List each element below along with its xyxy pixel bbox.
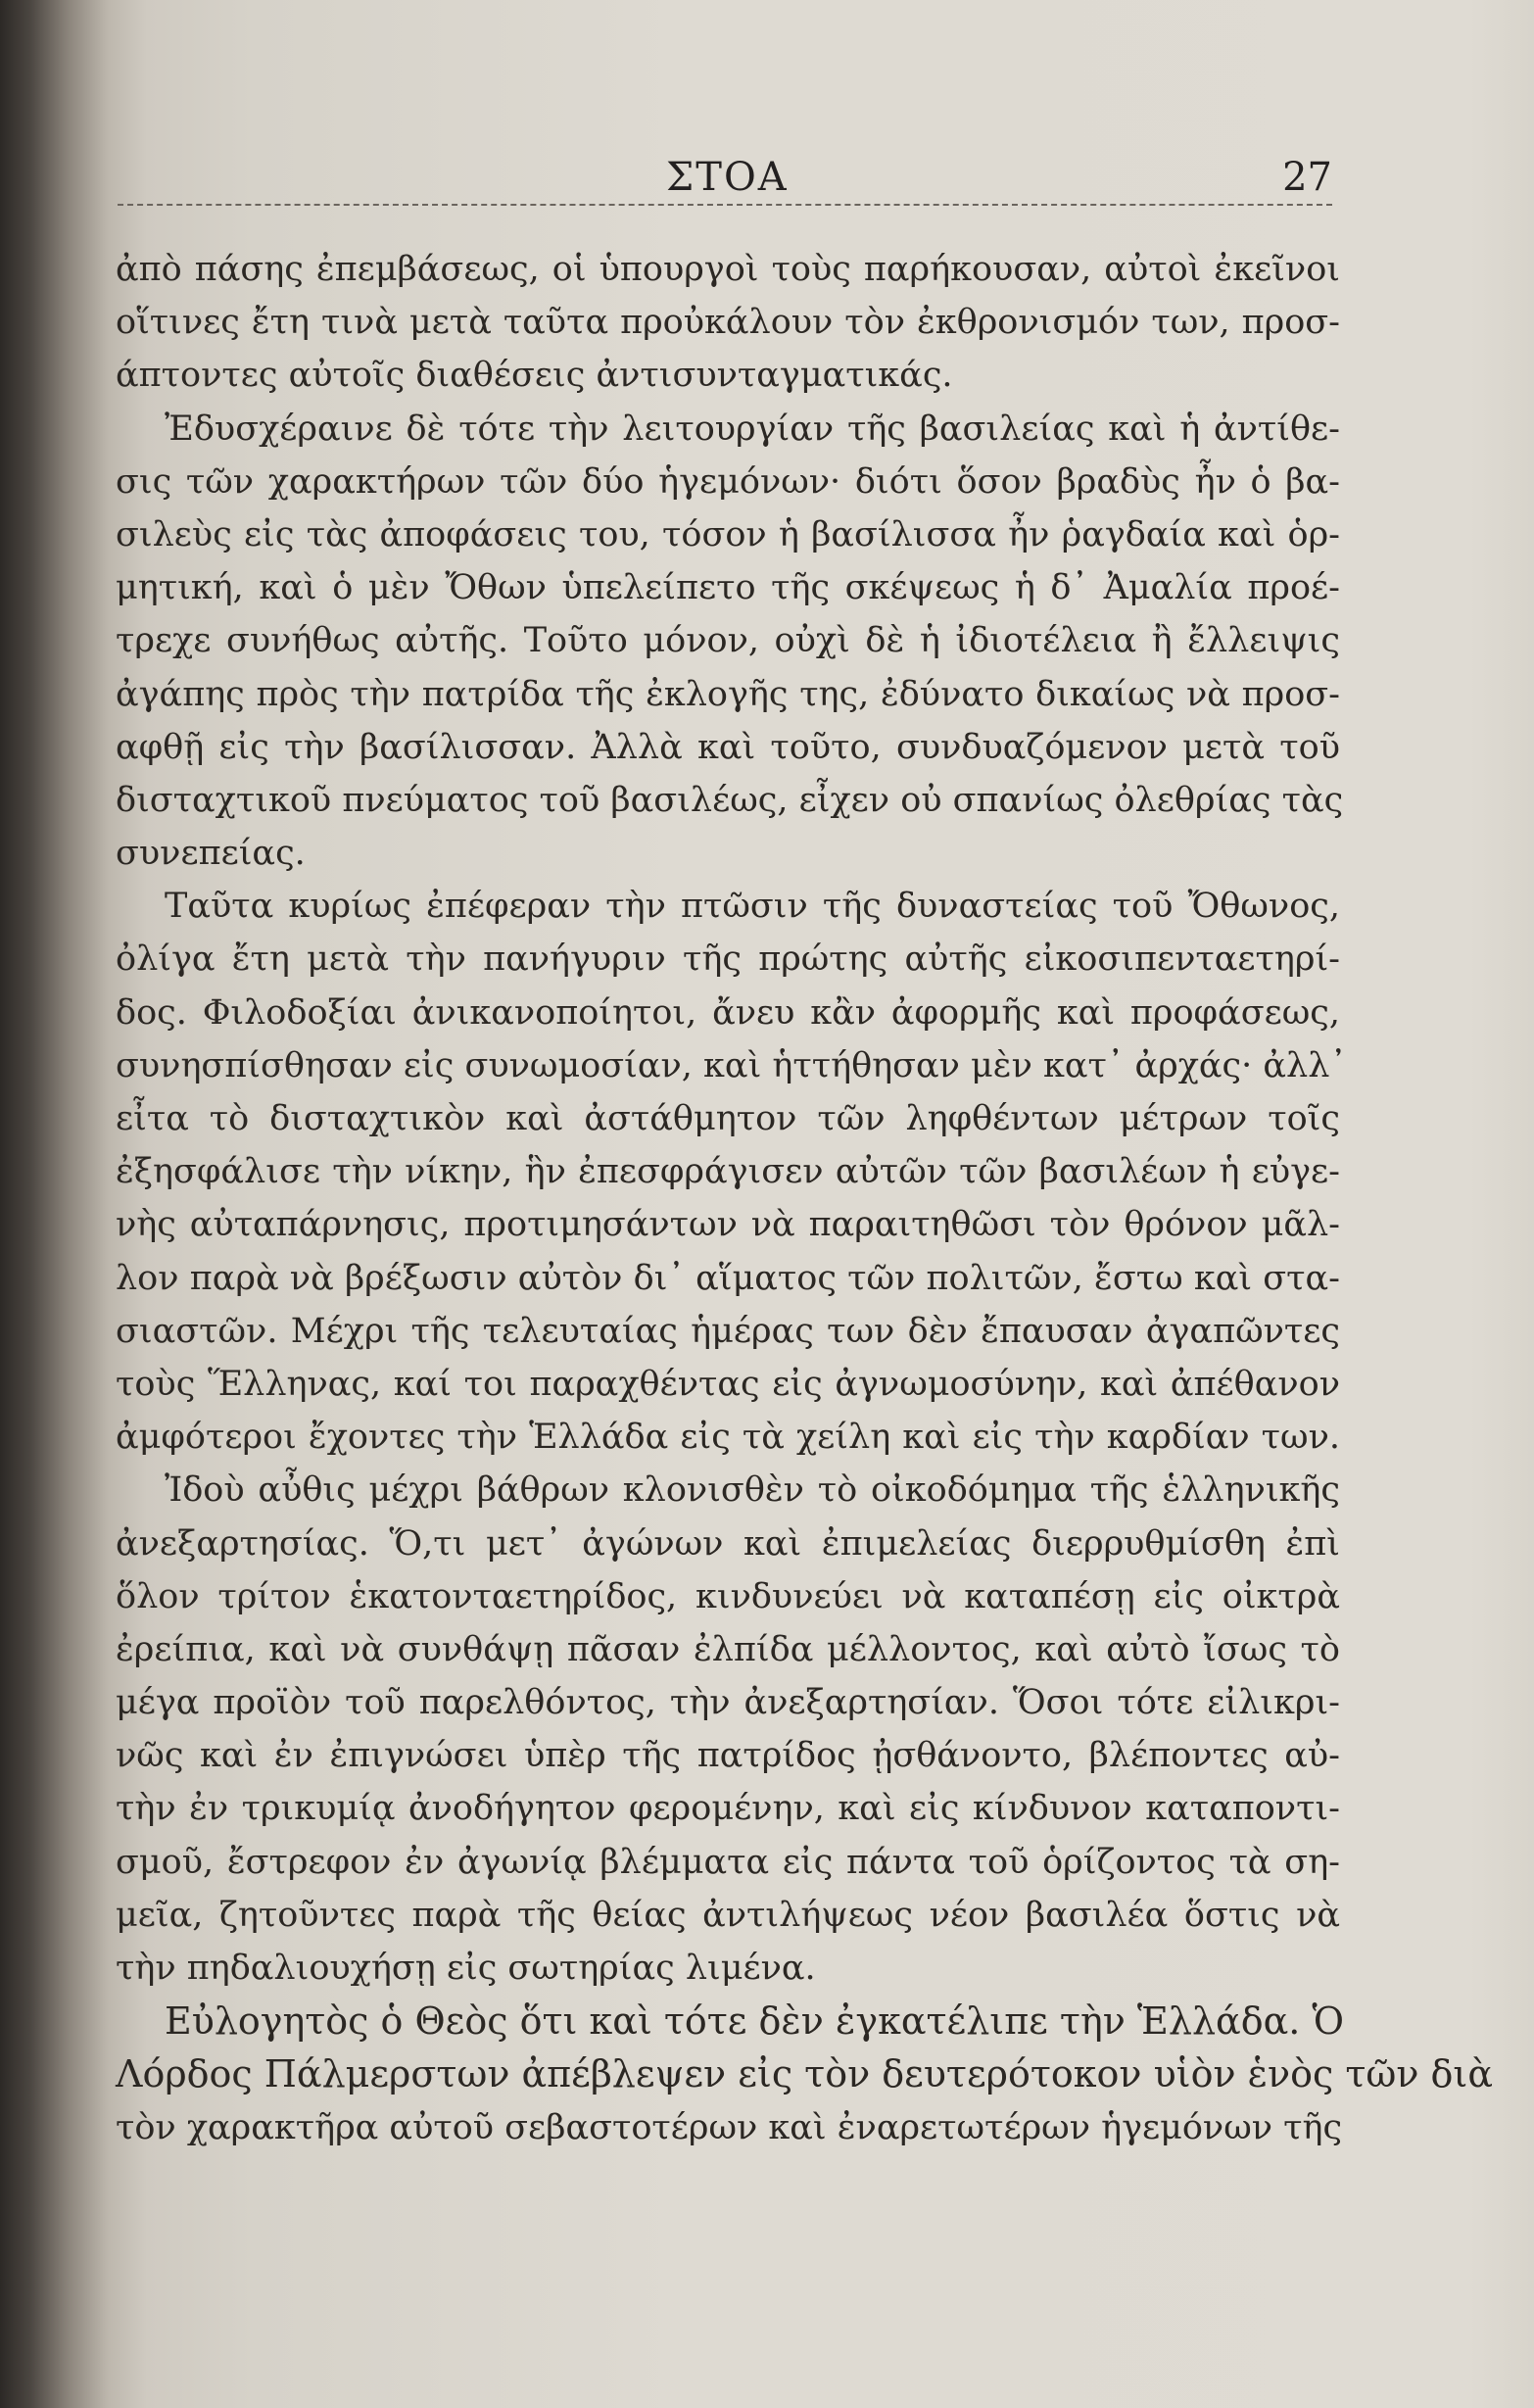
- header-rule: [118, 204, 1332, 206]
- text-line: αφθῇ εἰς τὴν βασίλισσαν. Ἀλλὰ καὶ τοῦτο, συνδυαζόμενον μετὰ τοῦ: [116, 727, 1340, 767]
- text-line: σιαστῶν. Μέχρι τῆς τελευταίας ἡμέρας των δὲν ἔπαυσαν ἀγαπῶντες: [116, 1311, 1340, 1351]
- text-line: ὅλον τρίτον ἑκατονταετηρίδος, κινδυνεύει νὰ καταπέσῃ εἰς οἰκτρὰ: [116, 1576, 1340, 1616]
- text-line: μέγα προϊὸν τοῦ παρελθόντος, τὴν ἀνεξαρτησίαν. Ὅσοι τότε εἰλικρι-: [116, 1683, 1340, 1723]
- text-line: μητική, καὶ ὁ μὲν Ὄθων ὑπελείπετο τῆς σκέψεως ἡ δ᾽ Ἀμαλία προέ-: [116, 568, 1340, 608]
- text-line: συνησπίσθησαν εἰς συνωμοσίαν, καὶ ἡττήθησαν μὲν κατ᾽ ἀρχάς· ἀλλ᾽: [116, 1045, 1347, 1085]
- text-line: Ἰδοὺ αὖθις μέχρι βάθρων κλονισθὲν τὸ οἰκοδόμημα τῆς ἑλληνικῆς: [165, 1470, 1340, 1511]
- text-line: ἀγάπης πρὸς τὴν πατρίδα τῆς ἐκλογῆς της, ἐδύνατο δικαίως νὰ προσ-: [116, 674, 1340, 714]
- text-line: τὴν ἐν τρικυμίᾳ ἀνοδήγητον φερομένην, καὶ εἰς κίνδυνον καταποντι-: [116, 1789, 1340, 1829]
- text-line: τρεχε συνήθως αὐτῆς. Τοῦτο μόνον, οὐχὶ δὲ ἡ ἰδιοτέλεια ἢ ἔλλειψις: [116, 621, 1340, 661]
- text-line: ἀμφότεροι ἔχοντες τὴν Ἑλλάδα εἰς τὰ χείλη καὶ εἰς τὴν καρδίαν των.: [116, 1418, 1340, 1458]
- text-line: Εὐλογητὸς ὁ Θεὸς ὅτι καὶ τότε δὲν ἐγκατέλιπε τὴν Ἑλλάδα. Ὁ: [165, 1999, 1345, 2044]
- running-title: ΣΤΟΑ: [666, 155, 789, 200]
- page-number: 27: [1282, 155, 1332, 200]
- text-line: τοὺς Ἕλληνας, καί τοι παραχθέντας εἰς ἀγνωμοσύνην, καὶ ἀπέθανον: [116, 1364, 1340, 1404]
- text-line: σμοῦ, ἔστρεφον ἐν ἀγωνίᾳ βλέμματα εἰς πάντα τοῦ ὁρίζοντος τὰ ση-: [116, 1842, 1340, 1882]
- text-line: λον παρὰ νὰ βρέξωσιν αὐτὸν δι᾽ αἵματος τῶν πολιτῶν, ἔστω καὶ στα-: [116, 1258, 1340, 1298]
- text-line: Ἐδυσχέραινε δὲ τότε τὴν λειτουργίαν τῆς βασιλείας καὶ ἡ ἀντίθε-: [165, 409, 1340, 449]
- text-line: νὴς αὐταπάρνησις, προτιμησάντων νὰ παραιτηθῶσι τὸν θρόνον μᾶλ-: [116, 1205, 1340, 1245]
- text-line: συνεπείας.: [116, 834, 306, 874]
- text-line: ἀπὸ πάσης ἐπεμβάσεως, οἱ ὑπουργοὶ τοὺς παρήκουσαν, αὐτοὶ ἐκεῖνοι: [116, 250, 1340, 289]
- text-line: εἶτα τὸ δισταχτικὸν καὶ ἀστάθμητον τῶν ληφθέντων μέτρων τοῖς: [116, 1099, 1340, 1138]
- page-header: [118, 145, 1332, 204]
- text-line: Ταῦτα κυρίως ἐπέφεραν τὴν πτῶσιν τῆς δυναστείας τοῦ Ὄθωνος,: [165, 887, 1340, 927]
- text-line: μεῖα, ζητοῦντες παρὰ τῆς θείας ἀντιλήψεως νέον βασιλέα ὅστις νὰ: [116, 1895, 1340, 1935]
- text-line: δισταχτικοῦ πνεύματος τοῦ βασιλέως, εἶχεν οὐ σπανίως ὀλεθρίας τὰς: [116, 780, 1344, 820]
- text-line: δος. Φιλοδοξίαι ἀνικανοποίητοι, ἄνευ κἂν ἀφορμῆς καὶ προφάσεως,: [116, 992, 1340, 1033]
- text-line: τὸν χαρακτῆρα αὐτοῦ σεβαστοτέρων καὶ ἐναρετωτέρων ἡγεμόνων τῆς: [116, 2107, 1343, 2147]
- text-line: οἵτινες ἔτη τινὰ μετὰ ταῦτα προὐκάλουν τὸν ἐκθρονισμόν των, προσ-: [116, 303, 1340, 343]
- text-line: νῶς καὶ ἐν ἐπιγνώσει ὑπὲρ τῆς πατρίδος ᾐσθάνοντο, βλέποντες αὐ-: [116, 1736, 1340, 1776]
- text-line: τὴν πηδαλιουχήσῃ εἰς σωτηρίας λιμένα.: [116, 1949, 816, 1988]
- text-line: Λόρδος Πάλμερστων ἀπέβλεψεν εἰς τὸν δευτερότοκον υἱὸν ἑνὸς τῶν διὰ: [116, 2052, 1493, 2096]
- text-line: ἀνεξαρτησίας. Ὅ,τι μετ᾽ ἀγώνων καὶ ἐπιμελείας διερρυθμίσθη ἐπὶ: [116, 1523, 1340, 1564]
- text-line: σιλεὺς εἰς τὰς ἀποφάσεις του, τόσον ἡ βασίλισσα ἦν ῥαγδαία καὶ ὁρ-: [116, 514, 1340, 554]
- text-line: ἐρείπια, καὶ νὰ συνθάψῃ πᾶσαν ἐλπίδα μέλλοντος, καὶ αὐτὸ ἴσως τὸ: [116, 1629, 1340, 1669]
- body-text: [116, 243, 1493, 2154]
- text-line: ὀλίγα ἔτη μετὰ τὴν πανήγυριν τῆς πρώτης αὐτῆς εἰκοσιπενταετηρί-: [116, 939, 1340, 980]
- text-line: άπτοντες αὐτοῖς διαθέσεις ἀντισυνταγματικάς.: [116, 356, 953, 396]
- text-line: ἐξησφάλισε τὴν νίκην, ἣν ἐπεσφράγισεν αὐτῶν τῶν βασιλέων ἡ εὐγε-: [116, 1152, 1340, 1192]
- text-line: σις τῶν χαρακτήρων τῶν δύο ἡγεμόνων· διότι ὅσον βραδὺς ἦν ὁ βα-: [116, 461, 1340, 502]
